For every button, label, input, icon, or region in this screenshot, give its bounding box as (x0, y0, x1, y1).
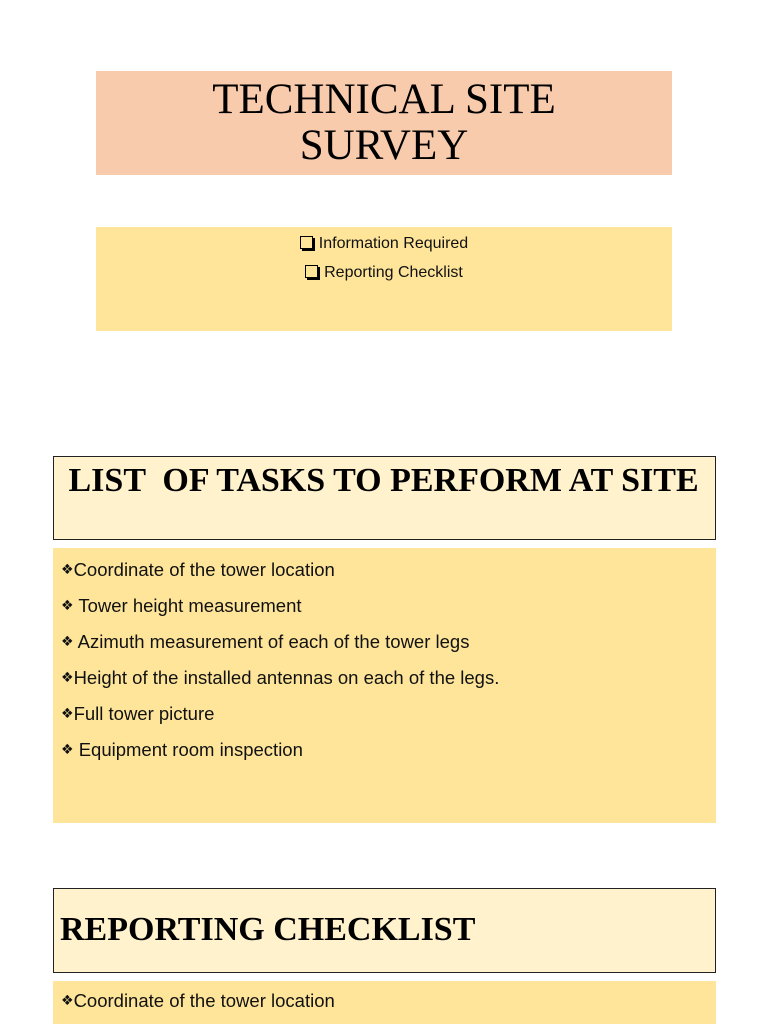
agenda-item (96, 229, 672, 258)
list-item (53, 660, 716, 696)
list-item-text: Coordinate of the tower location (73, 990, 335, 1011)
tasks-heading-text: LIST OF TASKS TO PERFORM AT SITE (60, 462, 699, 499)
diamond-bullet-icon: ❖ (61, 706, 74, 722)
tasks-list (53, 548, 716, 823)
list-item-text: Equipment room inspection (73, 739, 303, 760)
list-item (53, 732, 716, 768)
diamond-bullet-icon: ❖ (61, 993, 74, 1009)
list-item (53, 696, 716, 732)
list-item (53, 552, 716, 588)
agenda-item (96, 258, 672, 287)
list-item-text: Coordinate of the tower location (73, 559, 335, 580)
diamond-bullet-icon: ❖ (61, 670, 74, 686)
diamond-bullet-icon: ❖ (61, 562, 74, 578)
list-item-text: Full tower picture (73, 703, 215, 724)
title-box (96, 71, 672, 175)
checkbox-bullet-icon (300, 236, 313, 249)
diamond-bullet-icon: ❖ (61, 634, 74, 650)
reporting-heading (53, 888, 716, 973)
list-item (53, 588, 716, 624)
list-item-text: Tower height measurement (73, 595, 302, 616)
agenda-box (96, 227, 672, 331)
tasks-heading (53, 456, 716, 540)
agenda-item-label: Reporting Checklist (324, 264, 463, 281)
list-item-text: Height of the installed antennas on each of the legs. (73, 667, 500, 688)
diamond-bullet-icon: ❖ (61, 742, 74, 758)
reporting-heading-text: REPORTING CHECKLIST (60, 911, 476, 948)
list-item-text: Azimuth measurement of each of the tower legs (73, 631, 470, 652)
diamond-bullet-icon: ❖ (61, 598, 74, 614)
reporting-list (53, 981, 716, 1024)
title-line-1: TECHNICAL SITE (212, 76, 556, 123)
title-line-2: SURVEY (299, 122, 469, 169)
agenda-item-label: Information Required (318, 235, 469, 252)
list-item (53, 983, 716, 1019)
checkbox-bullet-icon (305, 265, 318, 278)
list-item (53, 624, 716, 660)
